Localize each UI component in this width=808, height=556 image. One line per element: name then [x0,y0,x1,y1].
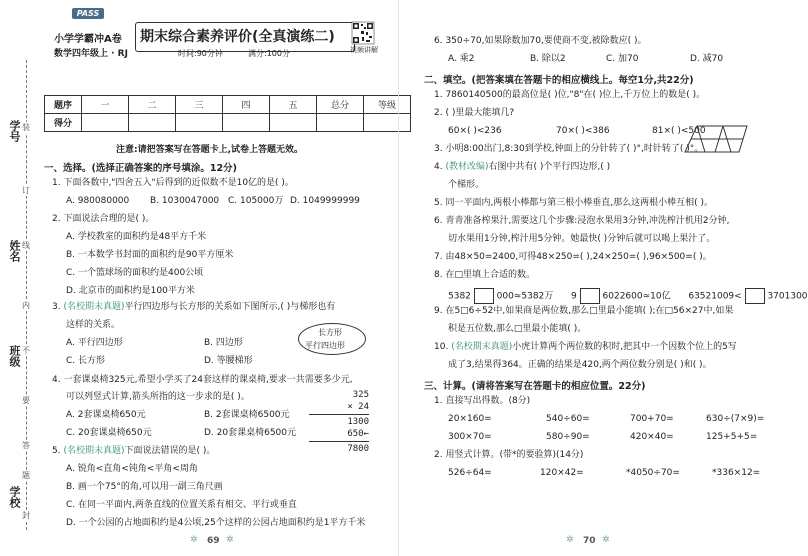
calc-item[interactable]: 120×42= [540,468,584,478]
calc-line: 325 [352,390,369,400]
option[interactable]: B. 除以2 [530,54,566,64]
grade-label: 数学四年级上 · RJ [54,49,128,59]
option[interactable]: C. 加70 [606,54,639,64]
source-tag: (名校期末真题) [451,342,513,352]
question-5-text: 下面说法错误的是( )。 [124,446,216,456]
table-cell: 三 [176,96,223,114]
vertical-multiplication [309,389,369,455]
calc-divider [309,441,369,442]
source-tag: (教材改编) [445,162,489,172]
fill-8-text: 5382 [448,291,471,302]
calc-1: 1. 直接写出得数。(8分) [434,396,531,406]
fill-4-cont: 个梯形。 [448,180,485,190]
seal-char: 装 [22,123,30,132]
question-4-cont: 可以列竖式计算,箭头所指的这一步求的是( )。 [66,392,250,402]
fill-10: 10. (名校期末真题)小虎计算两个两位数的积时,把其中一个因数个位上的5写 [434,342,737,352]
table-row [45,114,411,132]
option[interactable]: C. 长方形 [66,356,106,366]
seal-char: 内 [22,301,30,310]
option[interactable]: D. 减70 [690,54,724,64]
fill-6-cont: 切水果用1分钟,榨汁用5分钟。她最快( )分钟后就可以喝上果汁了。 [448,234,716,244]
score-cell[interactable] [270,114,317,132]
source-tag: (名校期末真题) [63,446,125,456]
option[interactable]: B. 1030047000 [150,196,220,206]
time-label: 时间:90分钟 [178,49,223,58]
pass-logo: PASS [72,8,104,19]
fill-8-text: 6022600≈10亿 [602,291,671,302]
calc-item[interactable]: 700+70= [630,414,674,424]
option[interactable]: C. 在同一平面内,两条直线的位置关系有相交、平行或垂直 [66,500,297,510]
fill-10-text: 小虎计算两个两位数的积时,把其中一个因数个位上的5写 [512,342,737,352]
source-tag: (名校期末真题) [63,302,125,312]
question-6: 6. 350÷70,如果除数加70,要使商不变,被除数应( )。 [434,36,647,46]
option[interactable]: A. 980080000 [66,196,130,206]
calc-item[interactable]: 580÷90= [546,432,590,442]
section-fill-heading: 二、填空。(把答案填在答题卡的相应横线上。每空1分,共22分) [424,75,694,86]
palm-icon: ✲ [226,535,234,545]
table-row [45,96,411,114]
question-3-cont: 这样的关系。 [66,320,121,330]
section-choice-heading: 一、选择。(选择正确答案的序号填涂。12分) [44,163,237,174]
answer-box[interactable] [580,288,600,304]
fill-7: 7. 由48×50=2400,可得48×250=( ),24×250=( ),96×500=( )。 [434,252,712,262]
fill-10-cont: 成了3,结果得364。正确的结果是420,两个两位数分别是( )和( )。 [448,360,712,370]
class-label: 班级 [8,345,21,367]
palm-icon: ✲ [602,535,610,545]
table-cell: 四 [223,96,270,114]
option[interactable]: C. 20套课桌椅650元 [66,428,152,438]
fill-8: 8. 在□里填上合适的数。 [434,270,535,280]
fill-4-text: 右图中共有( )个平行四边形,( ) [488,162,611,172]
option[interactable]: C. 一个篮球场的面积约是400公顷 [66,268,204,278]
fill-5: 5. 同一平面内,两根小棒都与第三根小棒垂直,那么这两根小棒互相( )。 [434,198,714,208]
seal-char: 要 [22,396,30,405]
calc-line: 7800 [347,444,369,454]
fill-3: 3. 小明8:00出门,8:30到学校,钟面上的分针转了( )°,时针转了( )°。 [434,144,704,154]
table-cell: 题序 [45,96,82,114]
fill-9-cont: 积是五位数,那么□里最小能填( )。 [448,324,587,334]
option[interactable]: D. 1049999999 [290,196,360,206]
answer-box[interactable] [474,288,494,304]
calc-divider [309,414,369,415]
calc-item[interactable]: *336×12= [712,468,761,478]
calc-item[interactable]: 125+5+5= [706,432,758,442]
seal-char: 订 [22,186,30,195]
calc-item[interactable]: 20×160= [448,414,492,424]
fill-2-item[interactable]: 60×( )<236 [448,126,502,136]
page-number-left: 69 [207,536,220,546]
trapezoid-figure [683,122,753,156]
question-3: 3. (名校期末真题)平行四边形与长方形的关系如下图所示,( )与梯形也有 [52,302,336,312]
option[interactable]: B. 一本数学书封面的面积约是90平方厘米 [66,250,234,260]
fill-8-text: 3701300 [767,291,808,302]
option[interactable]: B. 画一个75°的角,可以用一副三角尺画 [66,482,223,492]
score-cell[interactable] [364,114,411,132]
calc-item[interactable]: *4050÷70= [626,468,680,478]
name-label: 姓名 [8,240,21,262]
fill-9: 9. 在5□6÷52中,如果商是两位数,那么□里最小能填( );在□56×27中,如果 [434,306,734,316]
full-score-label: 满分:100分 [248,49,290,58]
question-5: 5. (名校期末真题)下面说法错误的是( )。 [52,446,216,456]
notice: 注意:请把答案写在答题卡上,试卷上答题无效。 [116,145,304,155]
score-table [44,95,411,132]
fill-1: 1. 7860140500的最高位是( )位,"8"在( )位上,千万位上的数是( )。 [434,90,706,100]
calc-item[interactable]: 300×70= [448,432,492,442]
answer-box[interactable] [745,288,765,304]
option[interactable]: D. 20套课桌椅6500元 [204,428,297,438]
option[interactable]: A. 锐角<直角<钝角<平角<周角 [66,464,198,474]
diagram-label-rectangle: 长方形 [318,328,342,337]
score-cell[interactable] [317,114,364,132]
fill-6: 6. 青青准备榨果汁,需要这几个步骤:浸泡水果用3分钟,冲洗榨汁机用2分钟, [434,216,730,226]
option[interactable]: D. 北京市的面积约是100平方米 [66,286,195,296]
table-cell: 总分 [317,96,364,114]
calc-2: 2. 用竖式计算。(带*的要验算)(14分) [434,450,584,460]
section-calc-heading: 三、计算。(请将答案写在答题卡的相应位置。22分) [424,381,646,392]
option[interactable]: B. 四边形 [204,338,243,348]
calc-item[interactable]: 540÷60= [546,414,590,424]
fill-8-text: 9 [571,291,577,302]
binding-strip [0,0,40,556]
page-fold [398,0,399,556]
table-cell: 一 [82,96,129,114]
table-cell: 得分 [45,114,82,132]
score-cell[interactable] [176,114,223,132]
fill-4: 4. (教材改编)右图中共有( )个平行四边形,( ) [434,162,611,172]
option[interactable]: B. 2套课桌椅6500元 [204,410,290,420]
video-label: 视频讲解 [350,46,378,54]
option[interactable]: A. 2套课桌椅650元 [66,410,146,420]
table-cell: 等级 [364,96,411,114]
calc-item[interactable]: 420×40= [630,432,674,442]
palm-icon: ✲ [566,535,574,545]
exam-title: 期末综合素养评价(全真演练二) [140,29,335,45]
question-4: 4. 一套课桌椅325元,希望小学买了24套这样的课桌椅,要求一共需要多少元, [52,375,353,385]
score-cell[interactable] [129,114,176,132]
seal-char: 题 [22,471,30,480]
seal-char: 答 [22,441,30,450]
score-cell[interactable] [82,114,129,132]
seal-char: 封 [22,511,30,520]
calc-line: 1300 [347,417,369,427]
palm-icon: ✲ [190,535,198,545]
fill-2: 2. ( )里最大能填几? [434,108,515,118]
seal-char: 线 [22,241,30,250]
question-3-text: 平行四边形与长方形的关系如下图所示,( )与梯形也有 [124,302,336,312]
calc-line: × 24 [347,402,369,412]
calc-item[interactable]: 630÷(7×9)= [706,414,765,424]
option[interactable]: A. 乘2 [448,54,475,64]
score-cell[interactable] [223,114,270,132]
table-cell: 五 [270,96,317,114]
school-label: 学校 [8,486,21,508]
fill-8-text: 000≈5382万 [496,291,554,302]
option[interactable]: A. 学校教室的面积约是48平方千米 [66,232,207,242]
qr-code-icon[interactable] [352,22,374,44]
calc-line: 650← [347,429,369,439]
table-cell: 二 [129,96,176,114]
calc-item[interactable]: 526÷64= [448,468,492,478]
seal-char: 不 [22,346,30,355]
option[interactable]: C. 105000万 [228,196,284,206]
question-1: 1. 下面各数中,"四舍五入"后得到的近似数不是10亿的是( )。 [52,178,294,188]
fill-8-row [448,288,808,304]
student-no-label: 学号 [8,120,21,142]
fill-2-item[interactable]: 81×( )<500 [652,126,706,136]
question-2: 2. 下面说法合理的是( )。 [52,214,155,224]
option[interactable]: D. 一个公园的占地面积约是4公顷,25个这样的公园占地面积约是1平方千米 [66,518,366,528]
fill-2-item[interactable]: 70×( )<386 [556,126,610,136]
series-name: 小学学霸冲A卷 [54,34,122,45]
option[interactable]: D. 等腰梯形 [204,356,253,366]
page-number-right: 70 [583,536,596,546]
diagram-label-parallelogram: 平行四边形 [305,341,345,350]
fill-8-text: 63521009< [688,291,742,302]
option[interactable]: A. 平行四边形 [66,338,123,348]
